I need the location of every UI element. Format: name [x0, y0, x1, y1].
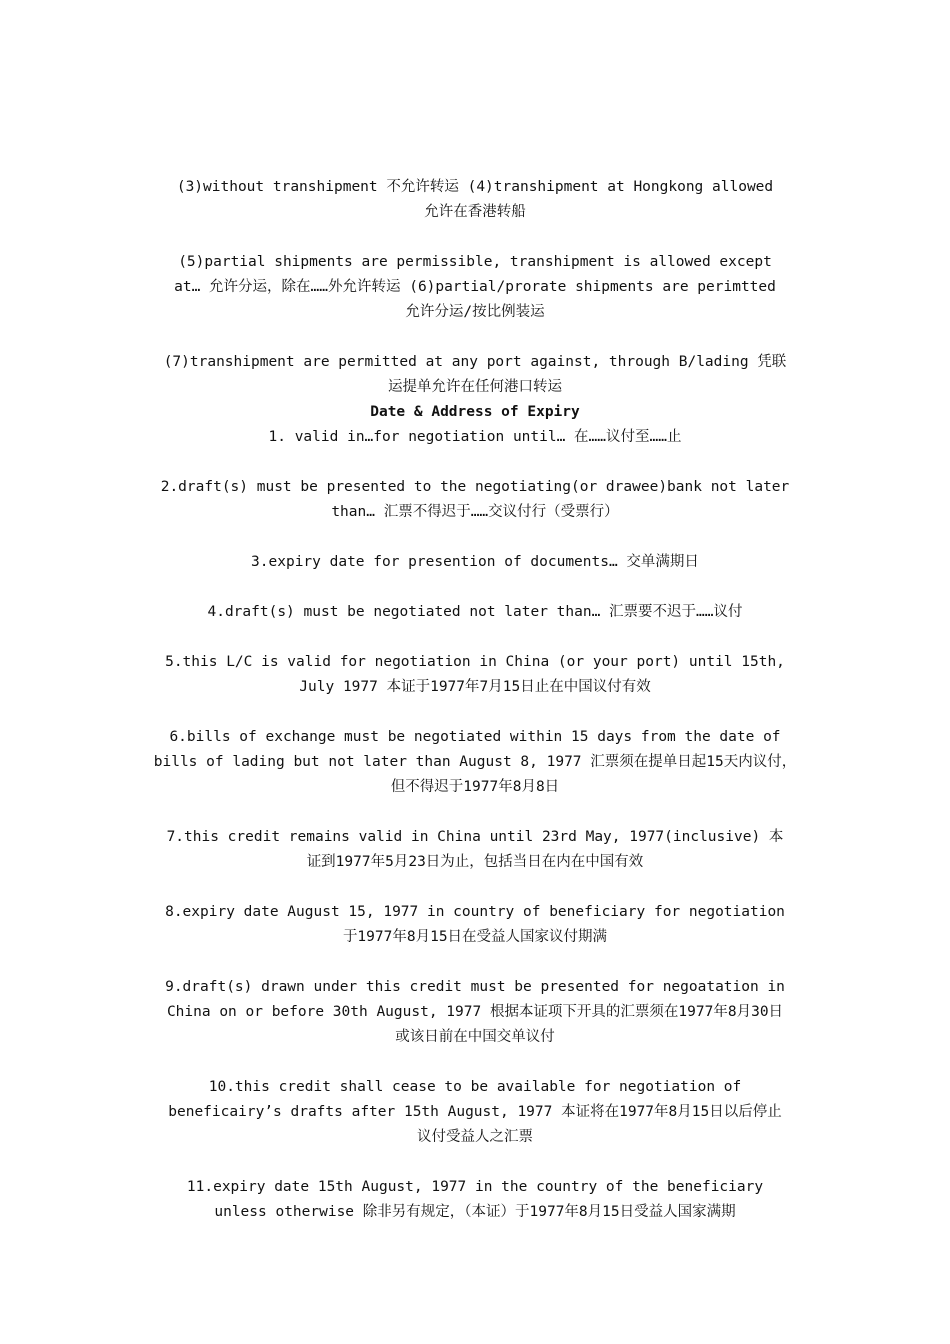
expiry-item-2	[146, 475, 804, 525]
text-line: (7)transhipment are permitted at any port against, through B/lading 凭联	[163, 354, 787, 370]
paragraph-gap	[146, 575, 804, 600]
expiry-item-1	[146, 425, 804, 450]
text-line: 6.bills of exchange must be negotiated within 15 days from the date of	[169, 729, 781, 745]
expiry-item-7	[146, 825, 804, 875]
document-body	[146, 175, 804, 1225]
text-line: 5.this L/C is valid for negotiation in China (or your port) until 15th,	[165, 654, 785, 670]
paragraph-gap	[146, 625, 804, 650]
text-line: beneficairy’s drafts after 15th August, 1977 本证将在1977年8月15日以后停止	[168, 1104, 782, 1120]
text-line: 9.draft(s) drawn under this credit must be presented for negoatation in	[165, 979, 785, 995]
paragraph-gap	[146, 1150, 804, 1175]
text-line: 但不得迟于1977年8月8日	[390, 779, 560, 795]
paragraph-gap	[146, 800, 804, 825]
text-line: 议付受益人之汇票	[417, 1129, 533, 1145]
text-line: (3)without transhipment 不允许转运 (4)transhipment at Hongkong allowed	[176, 179, 774, 195]
text-line: 或该日前在中国交单议付	[395, 1029, 555, 1045]
text-line: July 1977 本证于1977年7月15日止在中国议付有效	[299, 679, 651, 695]
paragraph-gap	[146, 950, 804, 975]
text-line: 2.draft(s) must be presented to the negotiating(or drawee)bank not later	[160, 479, 790, 495]
paragraph-gap	[146, 875, 804, 900]
text-line: China on or before 30th August, 1977 根据本证项下开具的汇票须在1977年8月30日	[166, 1004, 784, 1020]
paragraph-partial-shipments-5-6	[146, 250, 804, 325]
expiry-item-9	[146, 975, 804, 1050]
text-line: unless otherwise 除非另有规定，（本证）于1977年8月15日受益人国家满期	[214, 1204, 736, 1220]
section-heading-expiry: Date & Address of Expiry	[370, 404, 580, 420]
paragraph-transhipment-7	[146, 350, 804, 400]
expiry-item-10	[146, 1075, 804, 1150]
expiry-item-5	[146, 650, 804, 700]
paragraph-gap	[146, 450, 804, 475]
text-line: (5)partial shipments are permissible, transhipment is allowed except	[178, 254, 772, 270]
text-line: 于1977年8月15日在受益人国家议付期满	[342, 929, 608, 945]
text-line: 允许在香港转船	[424, 204, 526, 220]
text-line: 11.expiry date 15th August, 1977 in the country of the beneficiary	[186, 1179, 764, 1195]
text-line: 1. valid in…for negotiation until… 在……议付至……止	[268, 429, 682, 445]
text-line: than… 汇票不得迟于……交议付行（受票行）	[331, 504, 619, 520]
paragraph-gap	[146, 225, 804, 250]
text-line: 证到1977年5月23日为止，包括当日在内在中国有效	[306, 854, 644, 870]
expiry-item-3	[146, 550, 804, 575]
expiry-item-11	[146, 1175, 804, 1225]
paragraph-transhipment-3-4	[146, 175, 804, 225]
text-line: 3.expiry date for presention of documents… 交单满期日	[251, 554, 699, 570]
text-line: 7.this credit remains valid in China until 23rd May, 1977(inclusive) 本	[166, 829, 784, 845]
expiry-item-8	[146, 900, 804, 950]
text-line: at… 允许分运，除在……外允许转运 (6)partial/prorate shipments are perimtted	[174, 279, 776, 295]
paragraph-gap	[146, 525, 804, 550]
expiry-item-4	[146, 600, 804, 625]
paragraph-gap	[146, 1050, 804, 1075]
text-line: 8.expiry date August 15, 1977 in country of beneficiary for negotiation	[165, 904, 785, 920]
paragraph-gap	[146, 325, 804, 350]
text-line: bills of lading but not later than August 8, 1977 汇票须在提单日起15天内议付，	[153, 754, 797, 770]
paragraph-gap	[146, 700, 804, 725]
text-line: 4.draft(s) must be negotiated not later than… 汇票要不迟于……议付	[207, 604, 743, 620]
text-line: 运提单允许在任何港口转运	[388, 379, 562, 395]
text-line: 允许分运/按比例装运	[405, 304, 545, 320]
text-line: 10.this credit shall cease to be available for negotiation of	[208, 1079, 742, 1095]
expiry-item-6	[146, 725, 804, 800]
